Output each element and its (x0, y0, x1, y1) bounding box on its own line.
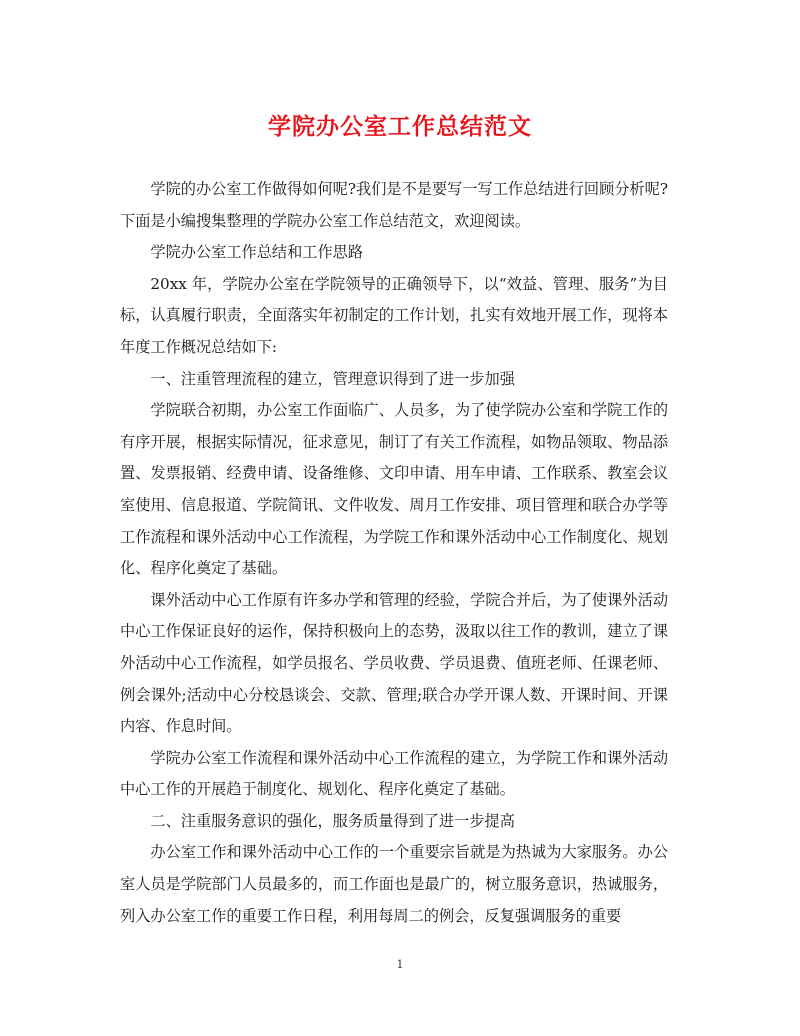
page-number: 1 (396, 958, 404, 971)
document-body (120, 174, 668, 932)
paragraph: 课外活动中心工作原有许多办学和管理的经验，学院合并后，为了使课外活动中心工作保证良好的运作，保持积极向上的态势，汲取以往工作的教训，建立了课外活动中心工作流程，如学员报名、学员收费、学员退费、值班老师、任课老师、例会课外;活动中心分校恳谈会、交款、管理;联合办学开课人数、开课时间、开课内容、作息时间。 (120, 590, 668, 736)
section-heading: 一、注重管理流程的建立，管理意识得到了进一步加强 (150, 369, 515, 388)
paragraph: 学院办公室工作总结和工作思路 (150, 243, 364, 262)
paragraph: 学院办公室工作流程和课外活动中心工作流程的建立，为学院工作和课外活动中心工作的开展趋于制度化、规划化、程序化奠定了基础。 (120, 748, 668, 799)
paragraph: 学院联合初期，办公室工作面临广、人员多，为了使学院办公室和学院工作的有序开展，根据实际情况，征求意见，制订了有关工作流程，如物品领取、物品添置、发票报销、经费申请、设备维修、文印申请、用车申请、工作联系、教室会议室使用、信息报道、学院简讯、文件收发、周月工作安排、项目管理和联合办学等工作流程和课外活动中心工作流程，为学院工作和课外活动中心工作制度化、规划化、程序化奠定了基础。 (120, 401, 668, 578)
paragraph: 20xx 年，学院办公室在学院领导的正确领导下，以“效益、管理、服务”为目标，认真履行职责，全面落实年初制定的工作计划，扎实有效地开展工作，现将本年度工作概况总结如下: (120, 274, 668, 356)
paragraph: 学院的办公室工作做得如何呢?我们是不是要写一写工作总结进行回顾分析呢?下面是小编搜集整理的学院办公室工作总结范文，欢迎阅读。 (120, 180, 668, 230)
paragraph: 办公室工作和课外活动中心工作的一个重要宗旨就是为热诚为大家服务。办公室人员是学院部门人员最多的，而工作面也是最广的，树立服务意识，热诚服务，列入办公室工作的重要工作日程，利用每周二的例会，反复强调服务的重要 (120, 843, 668, 925)
section-heading: 二、注重服务意识的强化，服务质量得到了进一步提高 (150, 811, 515, 830)
document-title: 学院办公室工作总结范文 (268, 113, 532, 140)
